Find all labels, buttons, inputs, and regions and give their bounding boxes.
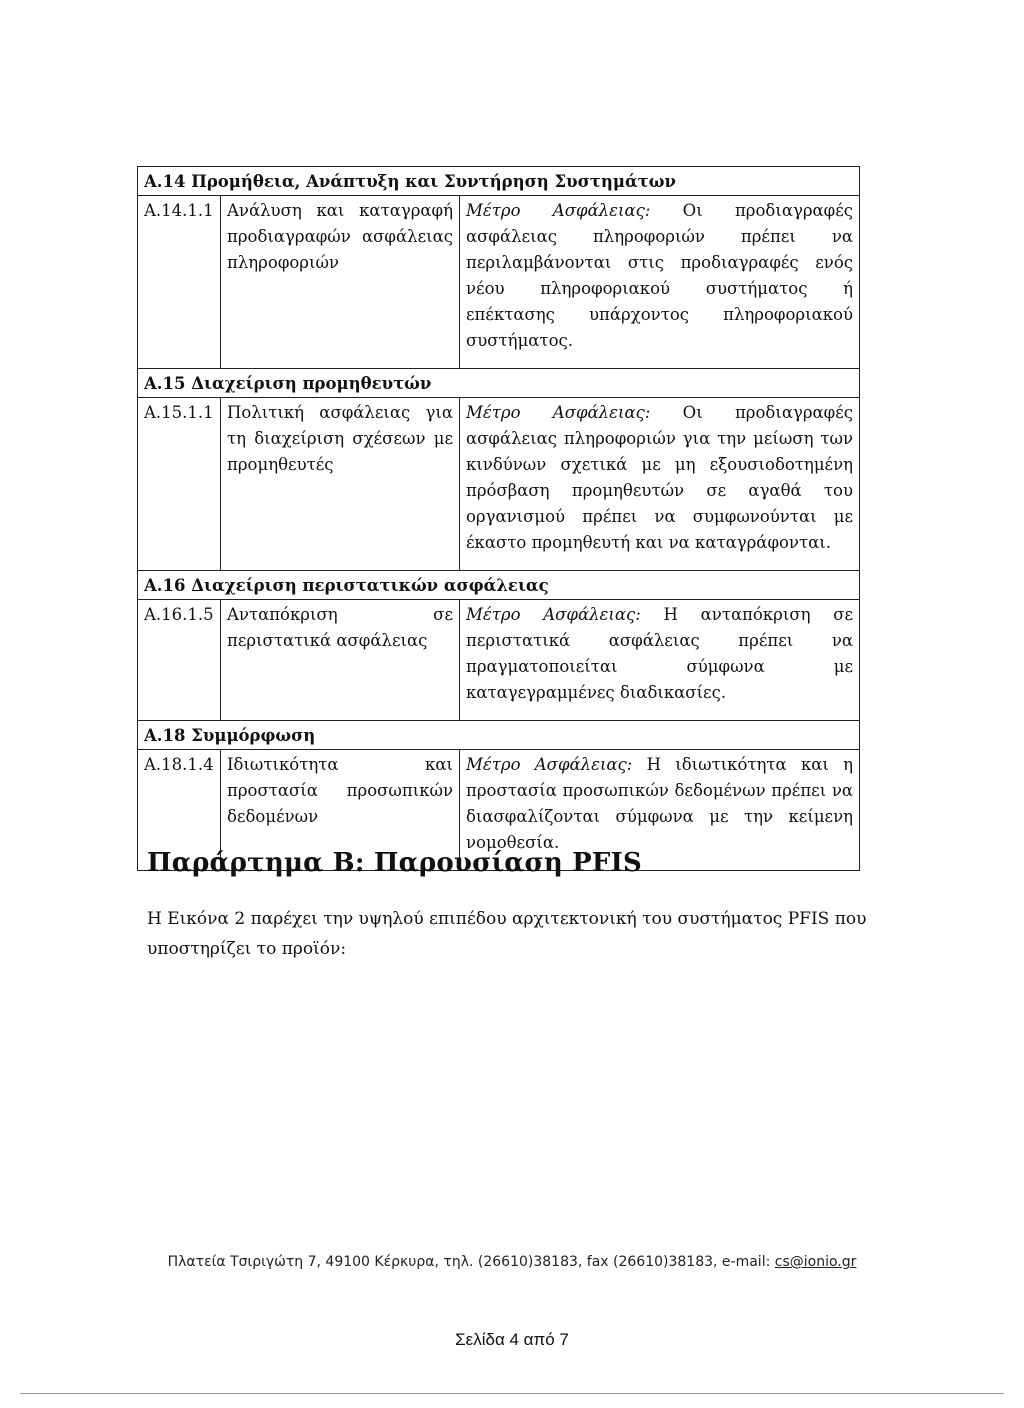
section-row <box>138 167 860 196</box>
appendix-title: Παράρτημα Β: Παρουσίαση PFIS <box>147 848 642 878</box>
section-heading: Α.16 Διαχείριση περιστατικών ασφάλειας <box>138 571 860 600</box>
control-title: Ιδιωτικότητα και προστασία προσωπικών δεδομένων <box>221 750 460 871</box>
measure-label: Μέτρο Ασφάλειας: <box>466 755 633 774</box>
control-id: Α.14.1.1 <box>138 196 221 369</box>
section-heading: Α.15 Διαχείριση προμηθευτών <box>138 369 860 398</box>
control-row <box>138 196 860 369</box>
control-id: Α.18.1.4 <box>138 750 221 871</box>
section-heading: Α.18 Συμμόρφωση <box>138 721 860 750</box>
control-row <box>138 600 860 721</box>
measure-label: Μέτρο Ασφάλειας: <box>466 403 651 422</box>
control-id: Α.15.1.1 <box>138 398 221 571</box>
control-measure <box>460 600 860 721</box>
measure-label: Μέτρο Ασφάλειας: <box>466 605 641 624</box>
measure-text: Η ανταπόκριση σε περιστατικά ασφάλειας πρέπει να πραγματοποιείται σύμφωνα με καταγεγραμμένες διαδικασίες. <box>466 605 854 702</box>
bottom-divider <box>20 1393 1004 1394</box>
control-row <box>138 398 860 571</box>
measure-text: Η ιδιωτικότητα και η προστασία προσωπικών δεδομένων πρέπει να διασφαλίζονται σύμφωνα με την κείμενη νομοθεσία. <box>466 755 854 852</box>
section-heading: Α.14 Προμήθεια, Ανάπτυξη και Συντήρηση Συστημάτων <box>138 167 860 196</box>
measure-text: Οι προδιαγραφές ασφάλειας πληροφοριών για την μείωση των κινδύνων σχετικά με μη εξουσιοδοτημένη πρόσβαση προμηθευτών σε αγαθά του οργανισμού πρέπει να συμφωνούνται με έκαστο προμηθευτή και να καταγράφονται. <box>466 403 854 552</box>
security-controls-table <box>137 166 860 871</box>
footer-address <box>0 1254 1024 1270</box>
page-number: Σελίδα 4 από 7 <box>455 1330 569 1349</box>
control-measure <box>460 196 860 369</box>
appendix-paragraph: Η Εικόνα 2 παρέχει την υψηλού επιπέδου αρχιτεκτονική του συστήματος PFIS που υποστηρίζει το προϊόν: <box>147 909 867 959</box>
control-measure <box>460 398 860 571</box>
section-row <box>138 721 860 750</box>
section-row <box>138 369 860 398</box>
section-row <box>138 571 860 600</box>
measure-text: Οι προδιαγραφές ασφάλειας πληροφοριών πρέπει να περιλαμβάνονται στις προδιαγραφές ενός νέου πληροφοριακού συστήματος ή επέκτασης υπάρχοντος πληροφοριακού συστήματος. <box>466 201 854 350</box>
control-id: Α.16.1.5 <box>138 600 221 721</box>
email-link[interactable]: cs@ionio.gr <box>774 1254 857 1270</box>
measure-label: Μέτρο Ασφάλειας: <box>466 201 651 220</box>
address-text: Πλατεία Τσιριγώτη 7, 49100 Κέρκυρα, τηλ. (26610)38183, fax (26610)38183, e-mail: <box>167 1254 775 1270</box>
control-title: Ανάλυση και καταγραφή προδιαγραφών ασφάλειας πληροφοριών <box>221 196 460 369</box>
control-title: Πολιτική ασφάλειας για τη διαχείριση σχέσεων με προμηθευτές <box>221 398 460 571</box>
control-title: Ανταπόκριση σε περιστατικά ασφάλειας <box>221 600 460 721</box>
